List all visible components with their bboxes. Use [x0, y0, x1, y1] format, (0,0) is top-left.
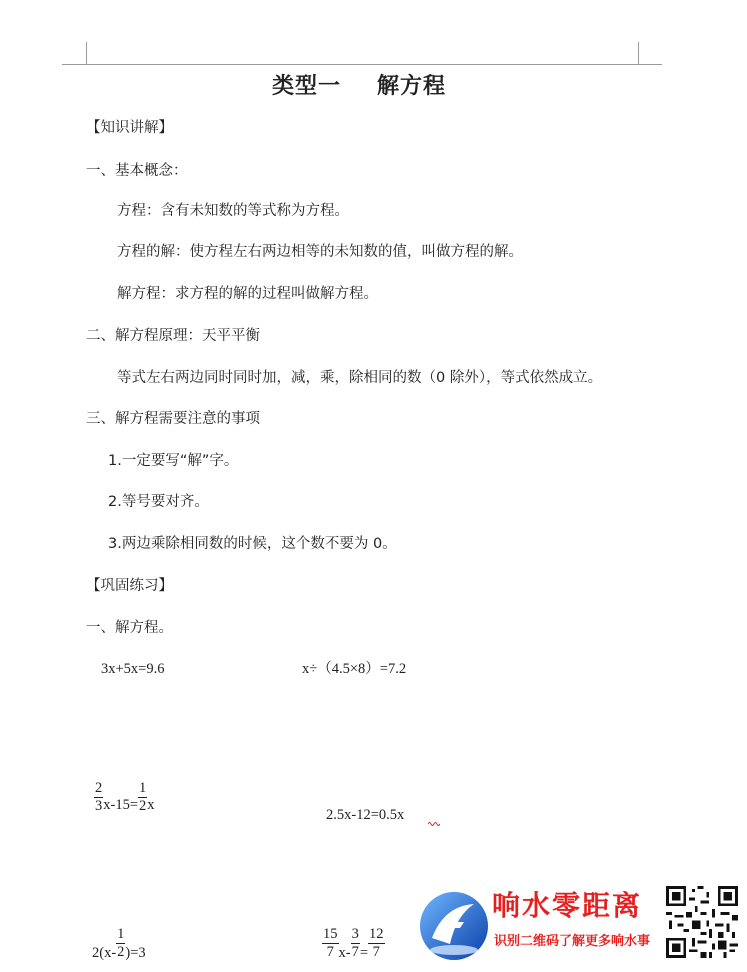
header-rule — [62, 64, 662, 65]
fraction: $\frac{12}{7}$ — [369, 926, 384, 961]
crop-mark-left — [86, 42, 87, 64]
definition-solution: 方程的解：使方程左右两边相等的未知数的值，叫做方程的解。 — [117, 244, 523, 260]
note-item-1: 1.一定要写“解”字。 — [108, 453, 239, 469]
qr-code-icon[interactable] — [666, 886, 738, 958]
knowledge-header: 【知识讲解】 — [86, 120, 173, 136]
note-item-3: 3.两边乘除相同数的时候，这个数不要为 0。 — [108, 536, 397, 552]
equation-4: 2.5x-12=0.5x — [326, 807, 405, 823]
brand-logo-icon — [414, 886, 492, 964]
equation-3: $\frac{2}{3}$ x-15= $\frac{1}{2}$ x — [95, 780, 155, 815]
section-3-heading: 三、解方程需要注意的事项 — [86, 411, 260, 427]
principle-text: 等式左右两边同时同时加，减，乘，除相同的数（0 除外），等式依然成立。 — [117, 370, 603, 386]
fraction: $\frac{1}{2}$ — [117, 926, 125, 961]
watermark-slogan: 识别二维码了解更多响水事 — [494, 934, 651, 949]
fraction: $\frac{1}{2}$ — [139, 780, 147, 815]
spellcheck-squiggle — [428, 821, 440, 826]
section-1-heading: 一、基本概念： — [86, 163, 188, 179]
question-heading: 一、解方程。 — [86, 620, 173, 636]
crop-mark-right — [638, 42, 639, 64]
practice-header: 【巩固练习】 — [86, 578, 173, 594]
definition-solving: 解方程：求方程的解的过程叫做解方程。 — [117, 286, 378, 302]
fraction: $\frac{2}{3}$ — [95, 780, 103, 815]
fraction: $\frac{15}{7}$ — [323, 926, 338, 961]
definition-equation: 方程：含有未知数的等式称为方程。 — [117, 203, 349, 219]
equation-2: x÷（4.5×8）=7.2 — [302, 661, 407, 677]
equation-6: $\frac{15}{7}$ x- $\frac{3}{7}$ = $\frac{12}{7}$ — [323, 926, 384, 961]
equation-1: 3x+5x=9.6 — [101, 661, 165, 677]
fraction: $\frac{3}{7}$ — [351, 926, 359, 961]
note-item-2: 2.等号要对齐。 — [108, 494, 209, 510]
equation-5: 2(x- $\frac{1}{2}$ )=3 — [92, 926, 146, 961]
title-part-1: 类型一 — [272, 74, 342, 99]
section-2-heading: 二、解方程原理：天平平衡 — [86, 328, 260, 344]
page-title — [272, 73, 446, 101]
title-part-2: 解方程 — [377, 74, 447, 99]
watermark-brand: 响水零距离 — [492, 889, 643, 922]
